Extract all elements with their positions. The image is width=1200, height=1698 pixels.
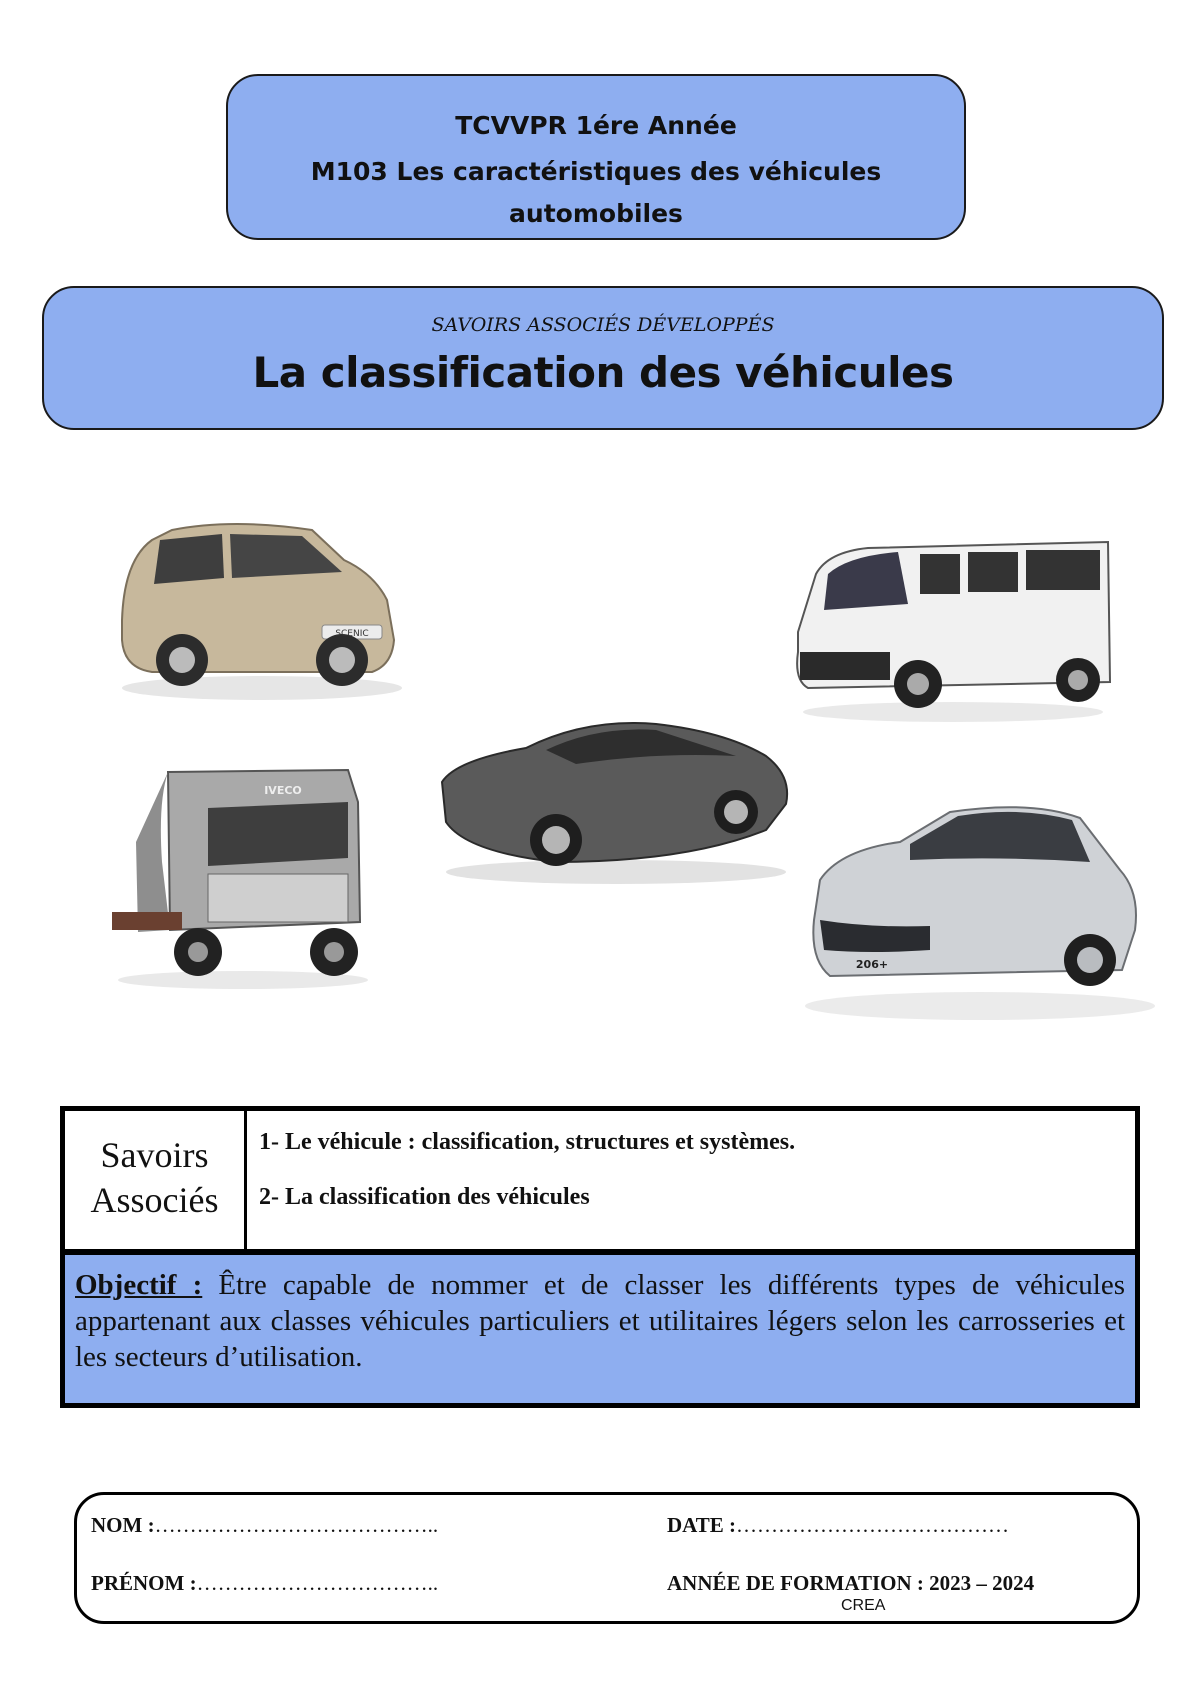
date-field[interactable] [667,1513,1009,1538]
savoirs-table [60,1106,1140,1408]
student-info-box [74,1492,1140,1624]
objectif-label: Objectif : [75,1269,203,1301]
savoirs-item-2: 2- La classification des véhicules [259,1184,590,1210]
nom-label: NOM : [91,1513,155,1537]
hatchback-image [800,800,1160,1025]
nom-field[interactable] [91,1513,438,1538]
prenom-dots: …………………………….. [196,1571,439,1595]
nom-dots: ………………………………….. [154,1513,439,1537]
annee-formation: ANNÉE DE FORMATION : 2023 – 2024 [667,1571,1035,1595]
savoirs-items-cell [247,1111,1135,1249]
savoirs-item-1: 1- Le véhicule : classification, structures et systèmes. [259,1129,796,1155]
van-image [788,512,1118,727]
coupe-image [436,712,796,887]
hatchback-badge: 206+ [855,958,889,971]
date-dots: ………………………………… [736,1513,1010,1537]
savoirs-label-line1: Savoirs [100,1135,209,1175]
page-title: La classification des véhicules [252,348,954,397]
minivan-badge: SCENIC [335,629,369,639]
module-title-line1: M103 Les caractéristiques des véhicules [310,157,882,186]
savoirs-label-cell [65,1111,247,1249]
crea-label: CREA [841,1597,886,1614]
section-subtitle: SAVOIRS ASSOCIÉS DÉVELOPPÉS [431,314,775,336]
course-header-box [226,74,966,240]
savoirs-label-line2: Associés [90,1180,219,1220]
date-label: DATE : [667,1513,737,1537]
minivan-image [112,500,412,705]
prenom-label: PRÉNOM : [91,1571,197,1595]
prenom-field[interactable] [91,1571,438,1596]
course-level: TCVVPR 1ére Année [455,111,737,140]
title-box [42,286,1164,430]
module-title-line2: automobiles [509,199,683,228]
objectif-cell [65,1255,1135,1403]
truck-badge: IVECO [264,784,302,797]
objectif-text: Être capable de nommer et de classer les différents types de véhicules appartenant aux classes véhicules particuliers et utilitaires légers selon les carrosseries et les secteurs d’utilisation. [75,1269,1125,1373]
truck-image [108,762,378,992]
